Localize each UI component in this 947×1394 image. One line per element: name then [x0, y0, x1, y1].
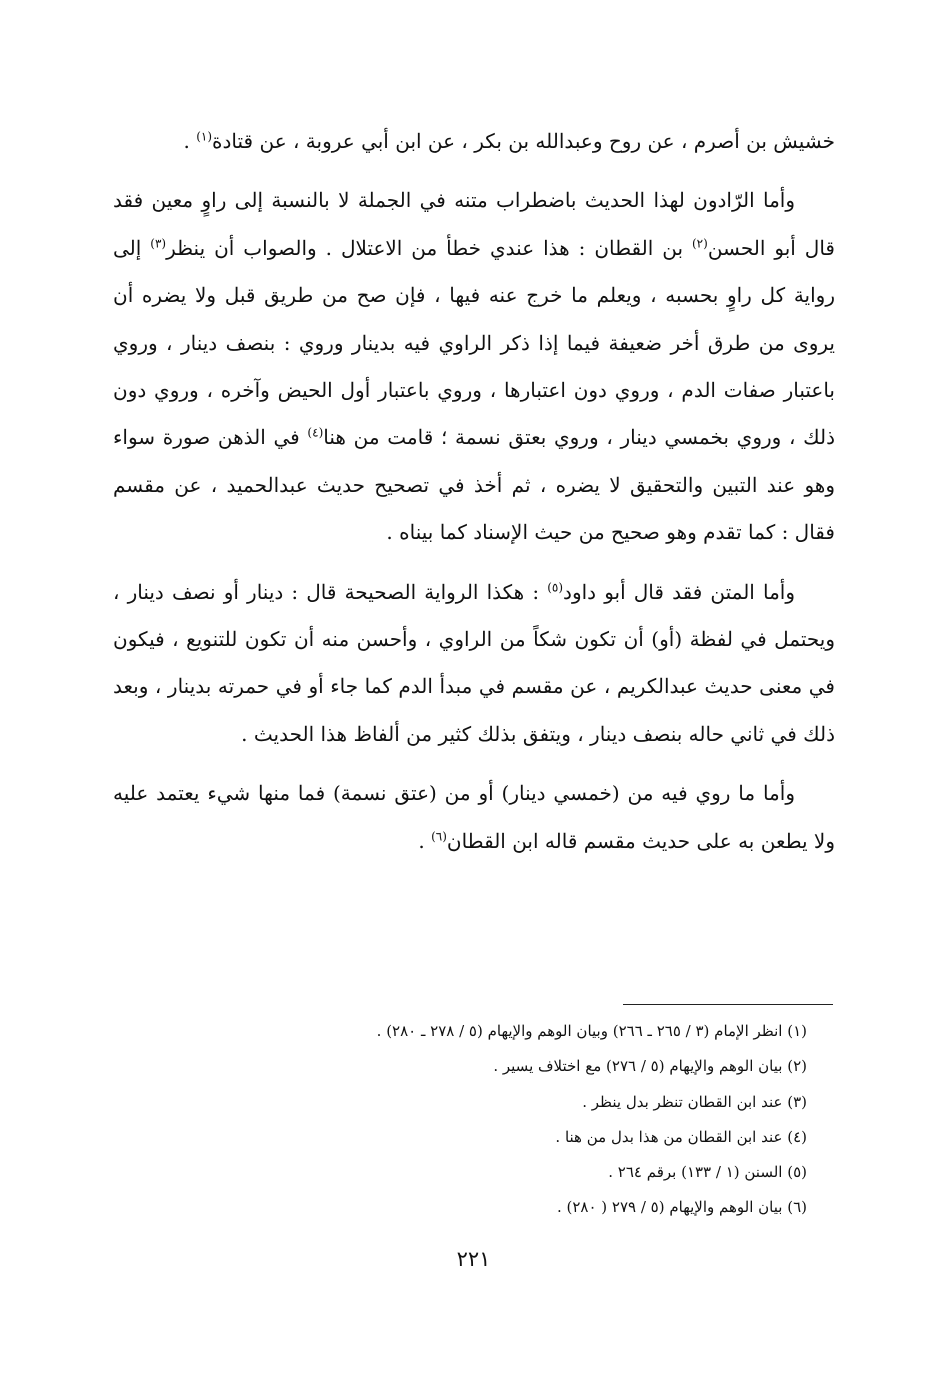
- footnote-marker: (١): [196, 129, 213, 144]
- text-run: خشيش بن أصرم ، عن روح وعبدالله بن بكر ، عن ابن أبي عروبة ، عن قتادة: [212, 129, 835, 153]
- text-run: وأما المتن فقد قال أبو داود: [563, 579, 795, 604]
- footnote-marker: (٤): [307, 425, 324, 440]
- page-number: ٢٢١: [456, 1247, 491, 1271]
- paragraph: [113, 177, 835, 556]
- footnote-marker: (٢): [691, 236, 708, 251]
- footnote-marker: (٥): [547, 580, 564, 594]
- footnote-marker: (٦): [431, 829, 447, 844]
- footnote: (١) انظر الإمام (٣ / ٢٦٥ ـ ٢٦٦) وبيان الوهم والإيهام (٥ / ٢٧٨ ـ ٢٨٠) .: [376, 1022, 807, 1040]
- paragraph: [113, 569, 835, 759]
- footnotes: [267, 1014, 807, 1226]
- text-run: وأما ما روي فيه من (خمسي دينار) أو من (عتق نسمة) فما منها شيء يعتمد عليه ولا يطعن به على حديث مقسم قاله ابن القطان: [113, 781, 835, 853]
- text-run: بن القطان : هذا عندي خطأ من الاعتلال . والصواب أن ينظر: [166, 235, 692, 260]
- footnote: (٤) عند ابن القطان من هذا بدل من هنا .: [555, 1127, 807, 1146]
- footnote: (٦) بيان الوهم والإيهام (٥ / ٢٧٩ ( ٢٨٠) .: [556, 1198, 807, 1217]
- footnote: (٥) السنن (١ / ١٣٣) برقم ٢٦٤ .: [608, 1163, 807, 1182]
- footnote: (٢) بيان الوهم والإيهام (٥ / ٢٧٦) مع اختلاف يسير .: [493, 1057, 807, 1076]
- text-run: .: [418, 828, 432, 853]
- paragraph: [113, 770, 835, 865]
- text-run: : هكذا الرواية الصحيحة قال : دينار أو نصف دينار ، ويحتمل في لفظة (أو) أن تكون شكاً من الراوي ، وأحسن منه أن تكون للتنويع ، فيكون في معنى حديث عبدالكريم ، عن مقسم في مبدأ الدم كما جاء أو في حمرته بدينار ، وبعد ذلك في ثاني حاله بنصف دينار ، ويتفق بذلك كثير من ألفاظ هذا الحديث .: [113, 579, 835, 746]
- main-text: [113, 118, 835, 865]
- text-run: إلى رواية كل راوٍ بحسبه ، ويعلم ما خرج عنه فيها ، فإن صح من طريق قبل ولا يضره أن يروى من طرق أخر ضعيفة فيما إذا ذكر الراوي فيه بدينار وروي : بنصف دينار ، وروي باعتبار صفات الدم ، وروي دون اعتبارها ، وروي باعتبار أول الحيض وآخره ، وروي دون ذلك ، وروي بخمسي دينار ، وروي بعتق نسمة ؛ قامت من هنا: [113, 235, 835, 450]
- footnote-marker: (٣): [150, 236, 167, 251]
- text-run: وأما الرّادون لهذا الحديث باضطراب متنه في الجملة لا بالنسبة إلى راوٍ معين فقد قال أبو الحسن: [113, 188, 835, 260]
- footnote: (٣) عند ابن القطان تنظر بدل ينظر .: [582, 1092, 807, 1111]
- paragraph: [113, 118, 835, 165]
- text-run: .: [183, 129, 197, 153]
- text-run: في الذهن صورة سواء وهو عند التبين والتحقيق لا يضره ، ثم أخذ في تصحيح حديث عبدالحميد ، عن مقسم فقال : كما تقدم وهو صحيح من حيث الإسناد كما بيناه .: [113, 425, 835, 545]
- footnote-separator: [623, 1004, 833, 1005]
